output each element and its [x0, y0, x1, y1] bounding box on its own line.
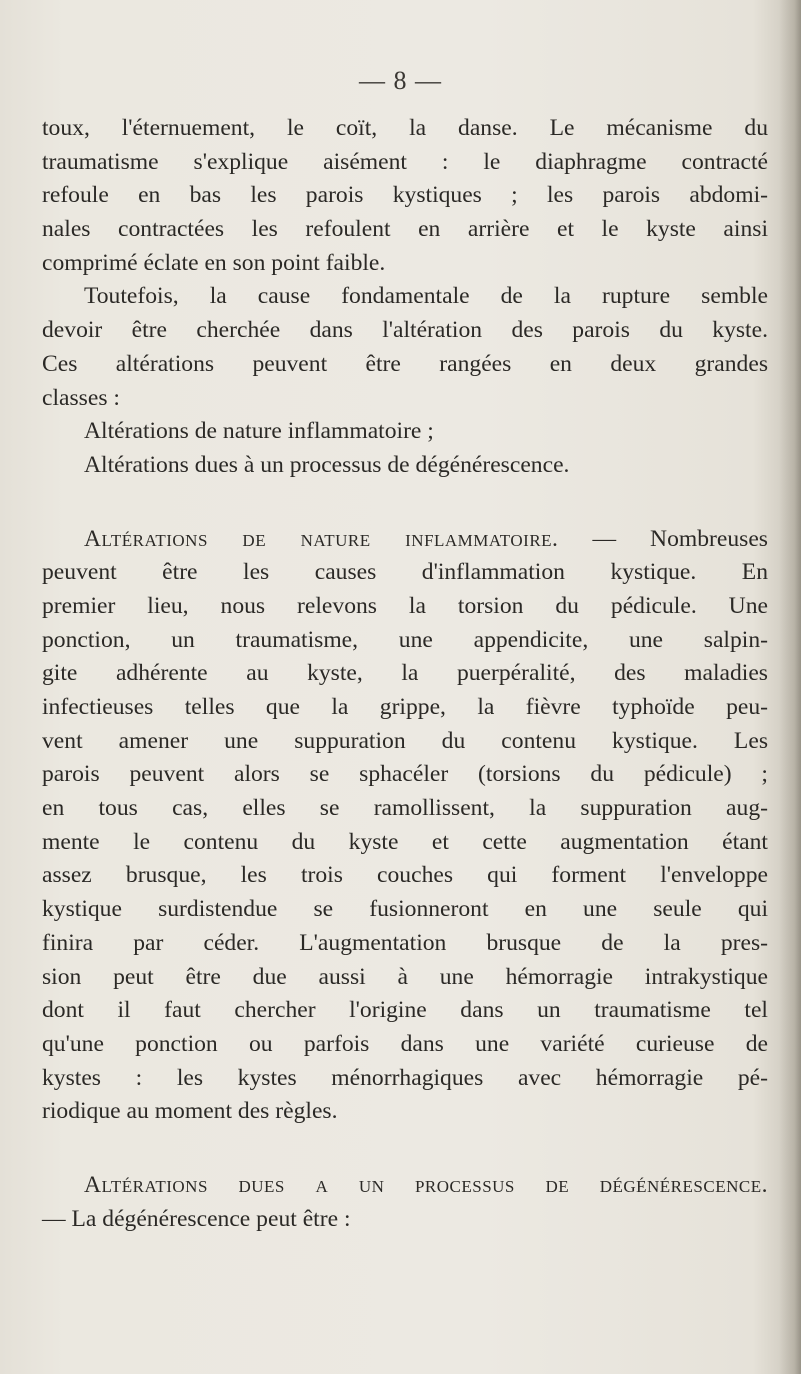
- page-edge-shadow: [779, 0, 801, 1374]
- text-line: qu'une ponction ou parfois dans une variété curieuse de: [42, 1030, 768, 1057]
- text-line: kystes : les kystes ménorrhagiques avec hémorragie pé-: [42, 1064, 768, 1091]
- section-spacer: [42, 483, 768, 523]
- text-line: traumatisme s'explique aisément : le diaphragme contracté: [42, 148, 768, 175]
- list-item-degeneration: Altérations dues à un processus de dégénérescence.: [84, 451, 570, 478]
- text-line: riodique au moment des règles.: [42, 1098, 338, 1125]
- section-heading-continuation: — Nombreuses: [558, 525, 768, 552]
- text-line: classes :: [42, 384, 120, 411]
- text-line: vent amener une suppuration du contenu kystique. Les: [42, 727, 768, 754]
- section-spacer: [42, 1129, 768, 1169]
- page-number: — 8 —: [359, 66, 442, 95]
- section-heading-line: [42, 523, 768, 557]
- text-line: gite adhérente au kyste, la puerpéralité, des maladies: [42, 660, 768, 687]
- text-line: toux, l'éternuement, le coït, la danse. Le mécanisme du: [42, 115, 768, 141]
- text-line: refoule en bas les parois kystiques ; les parois abdomi-: [42, 182, 768, 209]
- section-heading-degeneration: Altérations dues a un processus de dégénérescence.: [84, 1171, 768, 1198]
- text-line: — La dégénérescence peut être :: [42, 1205, 351, 1232]
- text-line: en tous cas, elles se ramollissent, la suppuration aug-: [42, 795, 768, 822]
- text-line: Ces altérations peuvent être rangées en deux grandes: [42, 350, 768, 377]
- text-line: comprimé éclate en son point faible.: [42, 249, 386, 276]
- paragraph-2: [42, 280, 768, 415]
- text-line: peuvent être les causes d'inflammation kystique. En: [42, 559, 768, 586]
- paragraph-1: [42, 112, 768, 280]
- text-line: parois peuvent alors se sphacéler (torsions du pédicule) ;: [42, 761, 768, 788]
- text-line: finira par céder. L'augmentation brusque de la pres-: [42, 929, 768, 956]
- text-line: devoir être cherchée dans l'altération des parois du kyste.: [42, 317, 768, 344]
- section-inflammatory: [42, 523, 768, 1129]
- text-line: mente le contenu du kyste et cette augmentation étant: [42, 828, 768, 855]
- section-heading-inflammatory: Altérations de nature inflammatoire.: [84, 525, 559, 552]
- text-line: dont il faut chercher l'origine dans un traumatisme tel: [42, 997, 768, 1024]
- text-line: kystique surdistendue se fusionneront en une seule qui: [42, 896, 768, 923]
- section-degeneration: [42, 1169, 768, 1236]
- text-line: premier lieu, nous relevons la torsion du pédicule. Une: [42, 592, 768, 619]
- text-line: Toutefois, la cause fondamentale de la rupture semble: [84, 283, 768, 310]
- text-line: ponction, un traumatisme, une appendicite, une salpin-: [42, 626, 768, 653]
- text-line: nales contractées les refoulent en arrière et le kyste ainsi: [42, 216, 768, 243]
- text-line: infectieuses telles que la grippe, la fièvre typhoïde peu-: [42, 694, 768, 720]
- list-item-inflammatory: Altérations de nature inflammatoire ;: [84, 418, 434, 445]
- text-line: sion peut être due aussi à une hémorragie intrakystique: [42, 963, 768, 990]
- body-text: [42, 112, 768, 1236]
- text-line: assez brusque, les trois couches qui forment l'enveloppe: [42, 862, 768, 889]
